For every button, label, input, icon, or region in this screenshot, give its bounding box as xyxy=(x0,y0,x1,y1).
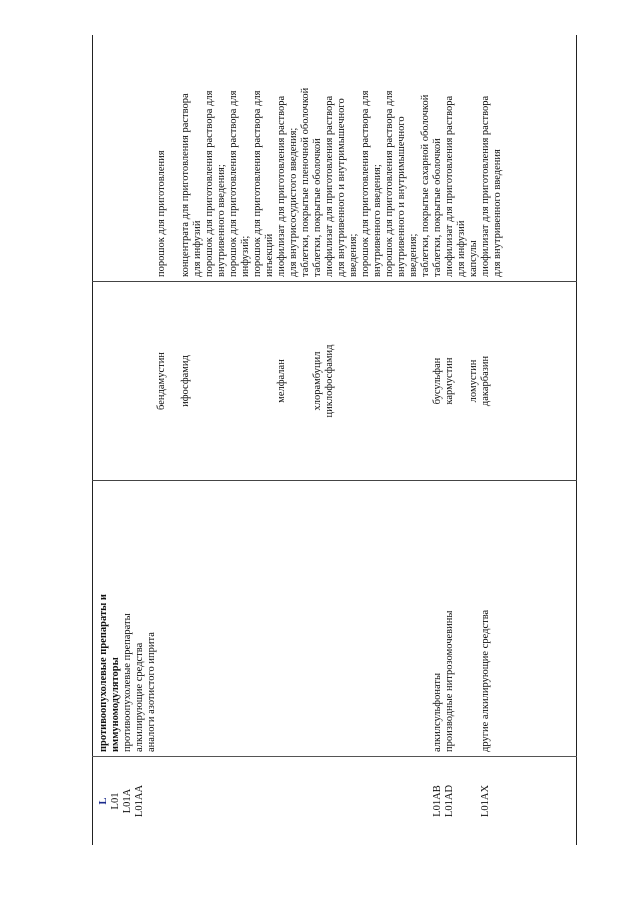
form-cell xyxy=(432,37,444,277)
dosage-form: лиофилизат для приготовления раствора xyxy=(480,95,491,277)
drug-name: кармустин xyxy=(444,357,455,405)
group-label: другие алкилирующие средства xyxy=(480,609,491,752)
drug-cell xyxy=(444,286,456,476)
dosage-form: инъекций xyxy=(264,233,275,277)
code-l01ab: L01AB xyxy=(432,785,443,817)
dosage-form: для инфузий xyxy=(192,220,203,277)
form-cell xyxy=(180,37,276,277)
drug-name: дакарбазин xyxy=(480,355,491,407)
code-cell xyxy=(480,757,492,845)
group-label: алкилсульфонаты xyxy=(432,673,443,752)
dosage-form: внутривенного и внутримышечного xyxy=(396,116,407,277)
medication-table xyxy=(92,35,577,845)
dosage-form: концентрата для приготовления раствора xyxy=(180,93,191,277)
code-cell xyxy=(432,757,444,845)
drug-name: бусульфан xyxy=(432,357,443,405)
drug-cell xyxy=(276,286,288,476)
dosage-form: таблетки, покрытые сахарной оболочкой xyxy=(420,94,431,277)
column-divider xyxy=(92,756,577,757)
dosage-form: для внутривенного введения xyxy=(492,149,503,277)
drug-cell xyxy=(480,286,492,476)
code-l: L xyxy=(98,797,109,805)
drug-name: циклофосфамид xyxy=(324,344,335,418)
form-cell xyxy=(444,37,468,277)
form-cell xyxy=(480,37,504,277)
dosage-form: введения; xyxy=(408,233,419,277)
group-label: алкилирующие средства xyxy=(134,642,145,752)
dosage-form: порошок для приготовления раствора для xyxy=(252,90,263,277)
code-l01a: L01A xyxy=(122,788,133,814)
code-cell xyxy=(98,757,146,845)
form-cell xyxy=(276,37,312,277)
code-l01ad: L01AD xyxy=(444,784,455,818)
dosage-form: лиофилизат для приготовления раствора xyxy=(444,95,455,277)
table-top-rule xyxy=(92,35,93,845)
drug-name: хлорамбуцил xyxy=(312,351,323,411)
column-divider xyxy=(92,281,577,282)
drug-cell xyxy=(180,286,192,476)
drug-cell xyxy=(468,286,480,476)
dosage-form: порошок для приготовления раствора для xyxy=(360,90,371,277)
form-cell xyxy=(312,37,432,277)
dosage-form: для внутривенного и внутримышечного xyxy=(336,98,347,277)
drug-name: мелфалан xyxy=(276,359,287,403)
group-label: производные нитрозомочевины xyxy=(444,610,455,752)
group-label: иммуномодуляторы xyxy=(110,657,121,752)
dosage-form: введения; xyxy=(348,233,359,277)
dosage-form: порошок для приготовления раствора для xyxy=(204,90,215,277)
dosage-form: капсулы xyxy=(468,240,479,277)
dosage-form: внутривенного введения; xyxy=(216,164,227,277)
dosage-form: лиофилизат для приготовления раствора xyxy=(276,95,287,277)
form-cell xyxy=(468,37,480,277)
drug-cell xyxy=(156,286,168,476)
group-cell xyxy=(98,527,158,752)
dosage-form: таблетки, покрытые оболочкой xyxy=(432,138,443,277)
code-l01aa: L01AA xyxy=(134,784,145,818)
drug-name: ломустин xyxy=(468,359,479,403)
drug-name: бендамустин xyxy=(156,352,167,410)
form-cell xyxy=(156,37,168,277)
dosage-form: лиофилизат для приготовления раствора xyxy=(324,95,335,277)
group-label: аналоги азотистого иприта xyxy=(146,632,157,752)
dosage-form: порошок для приготовления раствора для xyxy=(228,90,239,277)
group-cell xyxy=(432,527,444,752)
drug-name: ифосфамид xyxy=(180,355,191,407)
dosage-form: внутривенного введения; xyxy=(372,164,383,277)
code-l01ax: L01AX xyxy=(480,784,491,818)
code-cell xyxy=(444,757,456,845)
group-label: противоопухолевые препараты xyxy=(122,613,133,752)
dosage-form: порошок для приготовления раствора для xyxy=(384,90,395,277)
group-label: противоопухолевые препараты и xyxy=(98,594,109,752)
drug-cell xyxy=(312,286,336,476)
dosage-form: порошок для приготовления xyxy=(156,150,167,277)
drug-cell xyxy=(432,286,444,476)
dosage-form: для инфузий xyxy=(456,220,467,277)
dosage-form: инфузий; xyxy=(240,235,251,277)
dosage-form: таблетки, покрытые оболочкой xyxy=(312,138,323,277)
dosage-form: таблетки, покрытые пленочной оболочкой xyxy=(300,87,311,277)
group-cell xyxy=(444,527,456,752)
code-l01: L01 xyxy=(110,792,121,810)
dosage-form: для внутрисосудистого введения; xyxy=(288,127,299,277)
group-cell xyxy=(480,527,492,752)
column-divider xyxy=(92,480,577,481)
table-bottom-rule xyxy=(576,35,577,845)
